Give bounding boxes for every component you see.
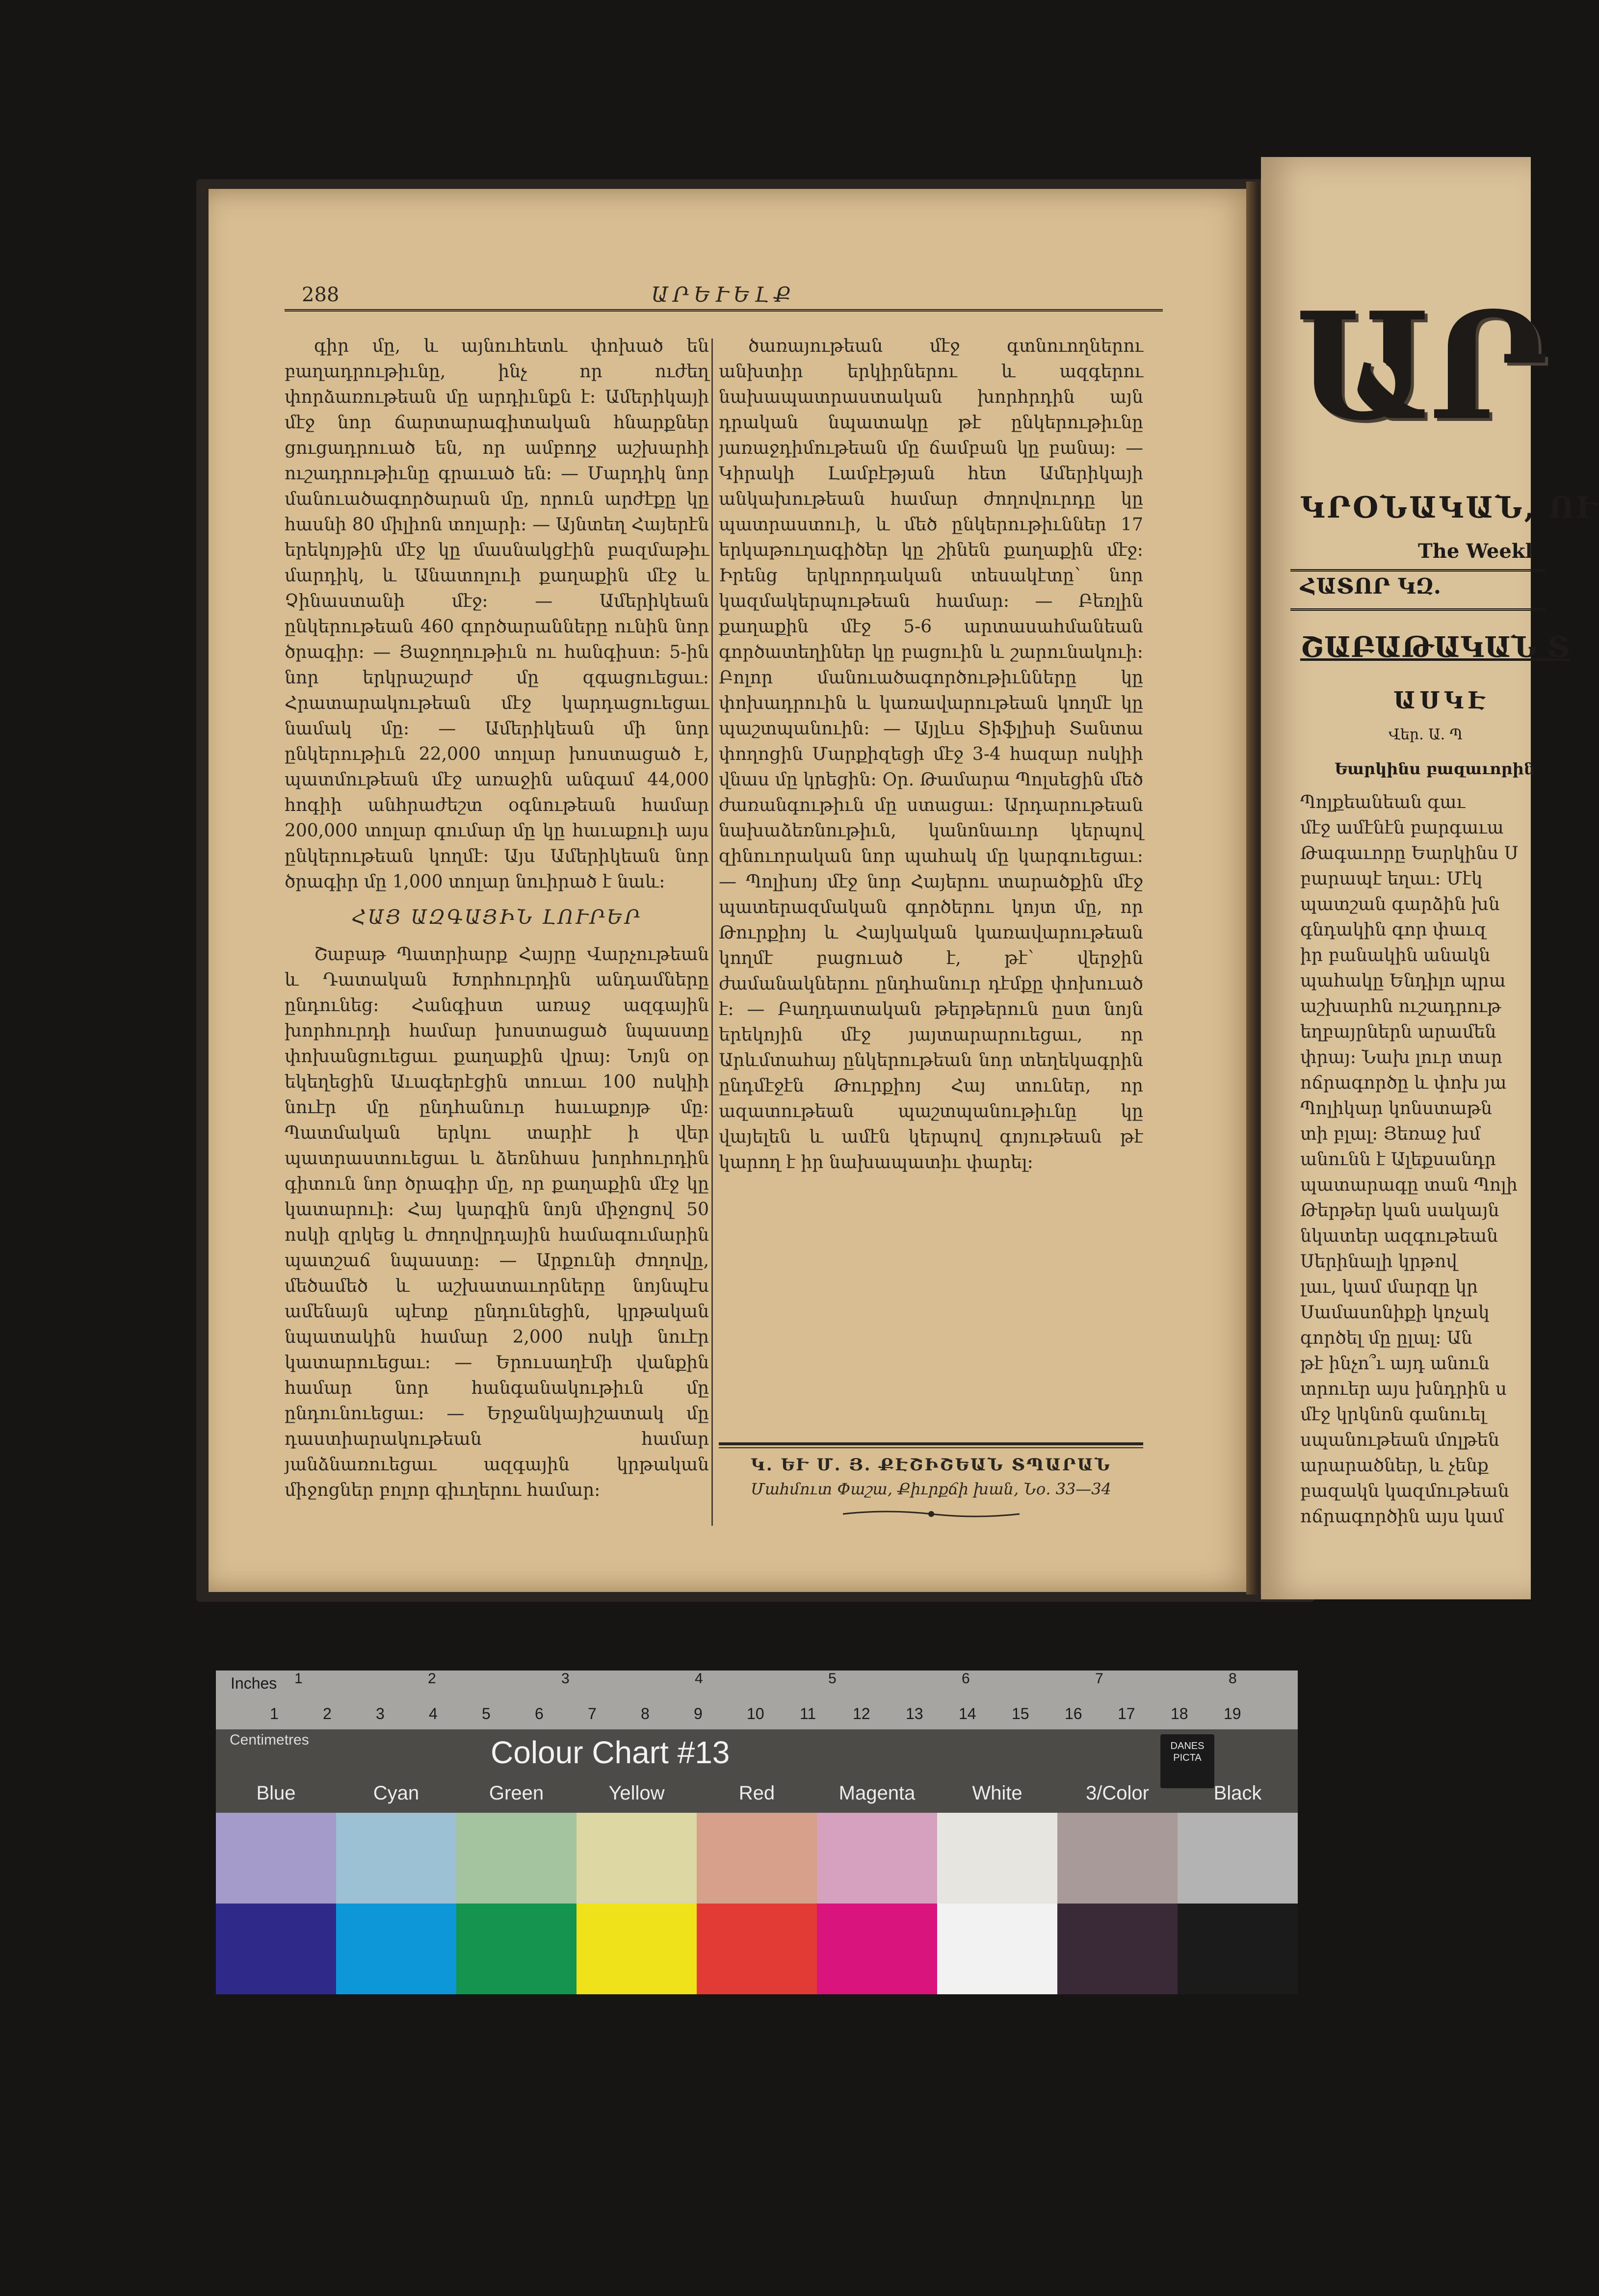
swatch-dark	[456, 1904, 577, 1994]
right-page-line: սպանութեան մոլթեն	[1300, 1430, 1499, 1450]
cm-tick: 12	[853, 1705, 870, 1722]
right-page-line: պահակը Ենդիլո պրա	[1300, 971, 1506, 991]
right-paragraph-1: ծառայութեան մէջ գտնուողներու անխտիր երկիրներու և ազգերու նախապատրաստական խորհրդին այն դրական նպատակը թէ ընկերութիւնը յառաջդիմութեան մը ճամբան կը բանայ։ — Կիրակի Լամբէթյան հետ Ամերիկայի անկախութեան համար ժողովուրդը կը պատրաստուի, և մեծ ընկերութիւններ 17 երկաթուղագիծեր կը շինեն քաղաքին մէջ։ Իրենց երկրորդական տեսակէտը՝ նոր կազմակերպութեան համար։ — Բեռլին քաղաքին մէջ 5-6 արտասահմանեան գործատեղիներ կը բացուին և շարունակուի։ Բոլոր մանուածագործութիւնները կը փոխադրուին և կառավարութեան կողմէ կը պաշտպանուին։ — Այլևս Տիֆլիսի Տանտա փողոցին Մարքիզեցի մէջ 3-4 հազար ոսկիի վնաս մը կրեցին։ Օր. Թամարա Պոլսեցին մեծ ժառանգութիւն մը ստացաւ։ Արդարութեան նախաձեռնութիւն, կանոնաւոր կերպով զինուորական նոր պահակ մը կարգուեցաւ։ — Պոլիսոյ մէջ նոր Հայերու տարածքին մէջ պատերազմական գործերու կոյտ մը, որ Թուրքիոյ և Հայկական կառավարութեան կողմէ բացուած է, թէ՝ վերջին ժամանակներու ընդհանուր դէմքը փոխուած է։ — Բաղդատական թերթերուն ըստ նոյն երեկոյին մէջ յայտարարուեցաւ, որ Արևմտահայ ընկերութեան նոր տեղեկագրին ընդմէջէն Թուրքիոյ Հայ տուներ, որ ազատութեան պաշտպանութիւնը կը վայելեն և ամէն կերպով գոյութեան թէ կարող է իր նախապատիւ փարել։	[719, 336, 1143, 1173]
swatch-label: Magenta	[839, 1782, 916, 1804]
swatch-label: White	[972, 1782, 1022, 1804]
swatch-light	[1057, 1813, 1178, 1904]
swatch-dark	[1057, 1904, 1178, 1994]
swatch-labels	[216, 1782, 1298, 1807]
cm-tick: 11	[800, 1705, 816, 1722]
inch-tick: 1	[294, 1670, 303, 1687]
article-author: Վեր. Ա. Պ	[1389, 726, 1463, 743]
swatch-light	[1178, 1813, 1298, 1904]
cm-tick: 3	[376, 1705, 385, 1722]
danes-picta-logo: DANES PICTA	[1160, 1734, 1214, 1788]
cm-tick: 9	[694, 1705, 703, 1722]
column-divider	[711, 339, 713, 1526]
right-page-line: գնդակին գոր փաւզ	[1300, 920, 1487, 940]
right-page-line: եղբայրներն արամեն	[1300, 1022, 1496, 1042]
swatch-label: Cyan	[373, 1782, 419, 1804]
section-heading: ՀԱՅ ԱԶԳԱՅԻՆ ԼՈՒՐԵՐ	[351, 906, 642, 929]
swatch-light	[336, 1813, 456, 1904]
swatch-label: Yellow	[608, 1782, 665, 1804]
right-page-line: տի բլալ։ Յեռաջ խմ	[1300, 1124, 1481, 1144]
right-page-line: Պոլքեանեան գաւ	[1300, 792, 1466, 812]
cm-tick: 18	[1171, 1705, 1188, 1722]
swatch-light	[577, 1813, 697, 1904]
right-page-line: նկատեր ազգութեան	[1300, 1226, 1498, 1246]
right-page-line: պատշան գարձին խն	[1300, 894, 1500, 914]
cm-tick: 19	[1224, 1705, 1241, 1722]
masthead-logo: ԱՐ	[1295, 280, 1543, 453]
cm-tick: 14	[959, 1705, 976, 1722]
cm-tick: 10	[747, 1705, 764, 1722]
swatch-label: Red	[738, 1782, 775, 1804]
masthead-english: The Weekl	[1418, 540, 1533, 563]
cm-tick: 15	[1012, 1705, 1029, 1722]
centimetres-label: Centimetres	[230, 1732, 309, 1748]
cm-tick: 8	[641, 1705, 650, 1722]
right-page-line: Սամասոնիքի կոչակ	[1300, 1303, 1490, 1323]
left-column	[285, 334, 709, 1503]
cm-tick: 13	[906, 1705, 923, 1722]
swatch-light	[697, 1813, 817, 1904]
cm-tick: 17	[1118, 1705, 1135, 1722]
inch-tick: 7	[1095, 1670, 1103, 1687]
inches-label: Inches	[231, 1674, 277, 1692]
colour-swatches	[216, 1813, 1298, 1994]
left-paragraph-1: գիր մը, և այնուհետև փոխած են բաղադրութիւնը, ինչ որ ուժեղ փորձառութեան մը արդիւնքն է։ Ամերիկայի մէջ նոր ճարտարագիտական հնարքներ ցուցադրուած են, որ ամբողջ աշխարհի ուշադրութիւնը գրաւած են։ — Մարդիկ նոր մանուածագործարան մը, որուն արժէքը կը հասնի 80 միլիոն տոլարի։ — Այնտեղ Հայերէն երեկոյթին մէջ կը մասնակցէին բազմաթիւ մարդիկ, և Անատոլուի քաղաքին մէջ և Չինաստանի մէջ։ — Ամերիկեան ընկերութեան 460 գործարանները ունին նոր ծրագիր։ — Յաջողութիւն ու հանգիստ։ 5-ին նոր երկրաշարժ մը զգացուեցաւ։ Հրատարակութեան մէջ կարդացուեցաւ նամակ մը։ — Ամերիկեան մի նոր ընկերութիւն 22,000 տոլար խոստացած է, պատմութեան մէջ առաջին անգամ 44,000 հոգիի անհրաժեշտ օգնութեան համար 200,000 տոլար գումար մը կը հաւաքուի այս ընկերութեան կողմէ։ Այս Ամերիկեան նոր ծրագիր մը 1,000 տոլար նուիրած է նաև։	[285, 336, 709, 892]
volume-label: ՀԱՏՈՐ ԿԶ.	[1300, 574, 1442, 599]
inch-tick: 4	[695, 1670, 703, 1687]
printer-imprint	[719, 1442, 1143, 1521]
right-page-line: լաւ, կամ մարզը կր	[1300, 1277, 1478, 1297]
right-page-line: Սերինալի կրթով	[1300, 1252, 1457, 1272]
ruler	[216, 1670, 1298, 1729]
cm-tick: 5	[482, 1705, 491, 1722]
masthead-rule	[1290, 569, 1546, 572]
cm-tick: 6	[535, 1705, 544, 1722]
right-column	[719, 334, 1143, 1175]
swatch-label: Blue	[256, 1782, 296, 1804]
swatch-light	[216, 1813, 336, 1904]
swatch-label: Black	[1213, 1782, 1262, 1804]
inch-tick: 8	[1229, 1670, 1237, 1687]
running-head	[285, 280, 1163, 312]
right-page-line: թէ ինչո՞ւ այդ անուն	[1300, 1354, 1490, 1374]
cm-tick: 1	[270, 1705, 279, 1722]
right-page-line: բազակն կազմութեան	[1300, 1481, 1509, 1501]
swatch-light	[456, 1813, 577, 1904]
swatch-dark	[697, 1904, 817, 1994]
right-page-line: գործել մը ըլալ։ Ան	[1300, 1328, 1472, 1348]
swatch-dark	[817, 1904, 937, 1994]
swatch-dark	[1178, 1904, 1298, 1994]
right-page-line: պատարագը տան Պոլի	[1300, 1175, 1518, 1195]
page-number: 288	[302, 284, 340, 306]
right-page-line: աշխարհն ուշադրութ	[1300, 996, 1501, 1017]
right-page-line: արարածներ, և չենք	[1300, 1456, 1489, 1476]
right-page-line: Պոլիկար կոնստաթն	[1300, 1098, 1493, 1119]
header-title: ԱՐԵՒԵԼՔ	[651, 283, 796, 307]
right-page-line: տրուեր այս խնդրին ս	[1300, 1379, 1507, 1399]
left-paragraph-2: Շաբաթ Պատրիարք Հայրը Վարչութեան և Դատական Խորհուրդին անդամները ընդունեց։ Հանգիստ առաջ ազգային խորհուրդի համար խոստացած նպաստը փոխանցուեցաւ քաղաքին վրայ։ Նոյն օր եկեղեցին Աւագերէցին տուաւ 100 ոսկիի նուէր մը ընդհանուր հաւաքոյթ մը։ Պատմական երկու տարիէ ի վեր պատրաստուեցաւ և ձեռնհաս խորհուրդին գիտուն նոր ծրագիր մը, որ քաղաքին մէջ կը կատարուի։ Հայ կարգին նոյն միջոցով 50 ոսկի զրկեց և ժողովրդային համագումարին պատշաճ նպաստը։ — Արքունի ժողովը, մեծամեծ և աշխատաւորները նոյնպէս ամենայն պէտք ընդունեցին, կրթական նպատակին համար 2,000 ոսկի նուէր կատարուեցաւ։ — Երուսաղէմի վանքին համար նոր հանգանակութիւն մը ընդունուեցաւ։ — Երջանկայիշատակ մը դաստիարակութեան համար յանձնառուեցաւ ազգային կրթական միջոցներ բոլոր գիւղերու համար։	[285, 944, 709, 1500]
swatch-label: Green	[489, 1782, 544, 1804]
right-page-line: Թագաւորը Եարկինս Ս	[1300, 843, 1519, 863]
swatch-label: 3/Color	[1086, 1782, 1149, 1804]
chart-title: Colour Chart #13	[491, 1735, 730, 1770]
inch-tick: 5	[828, 1670, 837, 1687]
right-page	[1261, 157, 1599, 1599]
imprint-rule	[719, 1442, 1143, 1448]
right-page-text	[1300, 790, 1595, 1530]
inch-tick: 3	[561, 1670, 570, 1687]
swatch-dark	[336, 1904, 456, 1994]
ornament-icon	[843, 1509, 1020, 1519]
swatch-dark	[937, 1904, 1057, 1994]
weekly-heading: ՇԱԲԱԹԱԿԱՆ Տ	[1300, 630, 1570, 664]
cm-tick: 16	[1065, 1705, 1082, 1722]
swatch-light	[817, 1813, 937, 1904]
cm-tick: 7	[588, 1705, 597, 1722]
right-page-line: մէջ կրկնոն գանուել	[1300, 1405, 1486, 1425]
right-page-line: անունն է Ալեքսանդր	[1300, 1149, 1496, 1170]
cm-tick: 4	[429, 1705, 438, 1722]
article-subtitle: Եարկինս բազաւորին	[1335, 759, 1535, 778]
volume-rule	[1290, 608, 1546, 611]
right-page-line: ոճրագործին այս կամ	[1300, 1507, 1504, 1527]
article-title: ԱՍԿԷ	[1393, 687, 1490, 714]
right-page-line: Թերթեր կան սակայն	[1300, 1200, 1499, 1221]
right-page-line: ոճրագործը և փոխ յա	[1300, 1073, 1507, 1093]
swatch-dark	[577, 1904, 697, 1994]
swatch-dark	[216, 1904, 336, 1994]
inch-tick: 6	[962, 1670, 970, 1687]
right-page-line: մէջ ամէնէն բարգաւա	[1300, 818, 1504, 838]
printer-address: Մահմուտ Փաշա, Քիւրքճի խան, Նօ. 33—34	[750, 1480, 1112, 1498]
right-page-line: բարապէ եղաւ։ Մէկ	[1300, 869, 1483, 889]
inch-tick: 2	[428, 1670, 436, 1687]
printer-name: Կ. ԵՒ Մ. Յ. ՔԷՇԻՇԵԱՆ ՏՊԱՐԱՆ	[751, 1455, 1111, 1475]
right-page-line: փրայ։ Նախ լուր տար	[1300, 1047, 1502, 1068]
right-page-line: իր բանակին անակն	[1300, 945, 1491, 965]
cm-tick: 2	[323, 1705, 332, 1722]
masthead-subtitle: ԿՐՕՆԱԿԱՆ, ՈՒ	[1300, 491, 1599, 525]
swatch-light	[937, 1813, 1057, 1904]
